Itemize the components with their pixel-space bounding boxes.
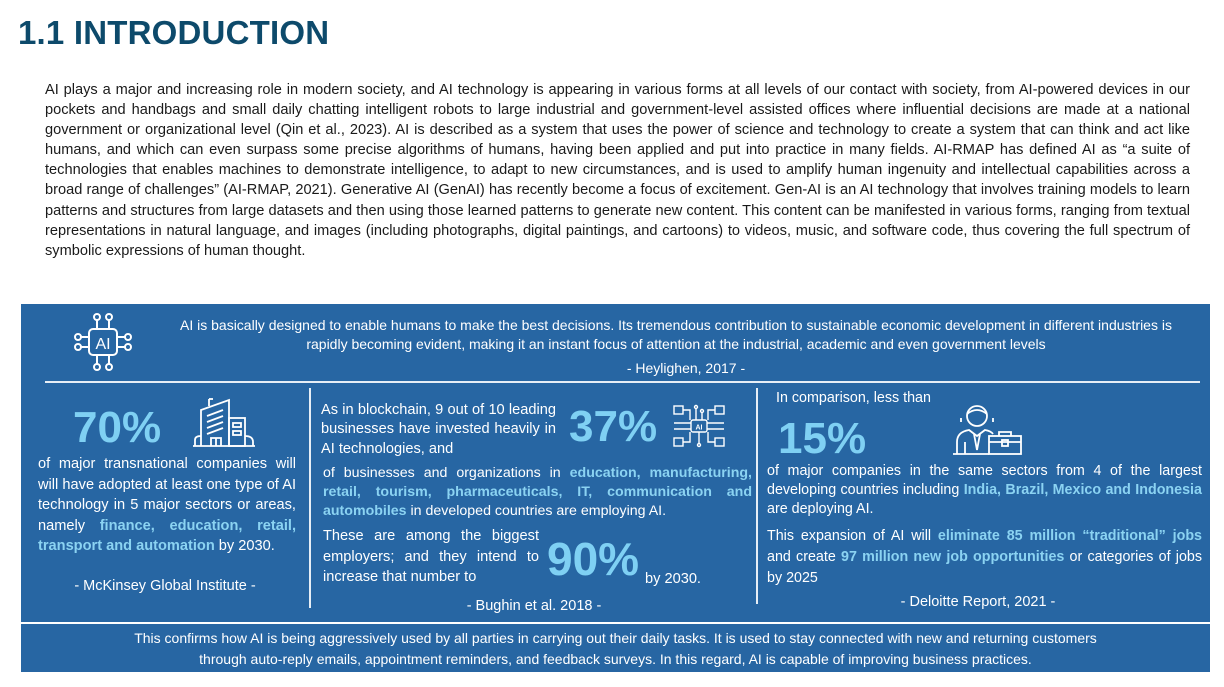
quote-source: - Heylighen, 2017 - — [626, 360, 746, 376]
sectors-highlight: finance, education, retail, transport and automation — [38, 517, 297, 554]
svg-text:AI: AI — [95, 336, 111, 353]
blockchain-text: As in blockchain, 9 out of 10 leading businesses have invested heavily in AI technologies, and — [321, 402, 556, 457]
businessman-briefcase-icon — [953, 402, 1023, 456]
new-jobs-highlight: 97 million new job opportunities — [841, 549, 1065, 565]
conclusion-box — [21, 624, 1210, 672]
svg-text:AI: AI — [695, 424, 703, 432]
column-divider — [756, 388, 758, 604]
countries-highlight: India, Brazil, Mexico and Indonesia — [963, 482, 1202, 498]
column-divider — [309, 388, 311, 608]
horizontal-divider — [45, 381, 1200, 383]
quote-text: AI is basically designed to enable humans to make the best decisions. Its tremendous contribution to sustainable economic development in different industries is rapidly becoming evident, making it an instant focus of attention at the industrial, academic and even government levels — [180, 317, 1172, 352]
intro-paragraph: AI plays a major and increasing role in modern society, and AI technology is appearing in various forms at all levels of our contact with society, from AI-powered devices in our pockets and handbags and small daily chatting intelligent robots to large industrial and government-level assisted offices where influential decisions are made at a national government or organizational level (Qin et al., 2023). AI is described as a system that uses the power of science and technology to create a system that can think and act like humans, and which can even surpass some precise algorithms of humans, having been applied and put into practice in many fields. AI-RMAP has defined AI as “a suite of technologies that enables machines to demonstrate intelligence, to adapt to new circumstances, and is used to amplify human ingenuity and intellectual capabilities across a broad range of challenges” (AI-RMAP, 2021). Generative AI (GenAI) has recently become a focus of excitement. Gen-AI is an AI technology that involves training models to learn patterns and structures from large datasets and then using those learned patterns to generate new content. This content can be manifested in various forms, ranging from textual representations in natural language, and images (including photographs, digital paintings, and cartoons) to videos, music, and software code, thus covering the full spectrum of symbolic expressions of human thought. — [45, 82, 1190, 259]
stat-15-description: of major companies in the same sectors from 4 of the largest developing countries including India, Brazil, Mexico and Indonesia are deploying AI. — [767, 463, 1202, 517]
employers-text: These are among the biggest employers; and they intend to increase that number to — [323, 528, 539, 585]
comparison-text: In comparison, less than — [776, 390, 931, 406]
ai-circuit-icon — [672, 404, 726, 448]
conclusion-text: This confirms how AI is being aggressively used by all parties in carrying out their daily tasks. It is used to stay connected with new and returning customers through auto-reply emails, appointment reminders, and feedback surveys. In this regard, AI is capable of improving business practices. — [134, 630, 1097, 667]
eliminate-jobs-highlight: eliminate 85 million “traditional” jobs — [937, 528, 1203, 544]
ai-chip-icon — [69, 309, 137, 375]
industries-highlight: education, manufacturing, retail, tourism, pharmaceuticals, IT, communication and automobiles — [323, 465, 753, 519]
by-2030-text: by 2030. — [645, 571, 701, 587]
stat-15-percent: 15% — [778, 414, 867, 463]
stat-70-description: of major transnational companies will will have adopted at least one type of AI technology in 5 major sectors or areas, namely finance, education, retail, transport and automation by 2030. — [38, 456, 297, 554]
building-icon — [193, 396, 255, 448]
stat-70-percent: 70% — [73, 403, 162, 452]
deloitte-source: - Deloitte Report, 2021 - — [900, 594, 1056, 610]
stat-90-percent: 90% — [547, 533, 640, 585]
expansion-text: This expansion of AI will eliminate 85 million “traditional” jobs and create 97 million new job opportunities or categories of jobs by 2025 — [767, 528, 1203, 586]
infographic-panel — [21, 304, 1210, 622]
stat-37-description: of businesses and organizations in education, manufacturing, retail, tourism, pharmaceuticals, IT, communication and automobiles in developed countries are employing AI. — [323, 465, 753, 519]
stat-37-percent: 37% — [569, 402, 658, 451]
mckinsey-source: - McKinsey Global Institute - — [74, 578, 256, 594]
page-title: 1.1 INTRODUCTION — [18, 14, 330, 51]
bughin-source: - Bughin et al. 2018 - — [466, 598, 602, 614]
